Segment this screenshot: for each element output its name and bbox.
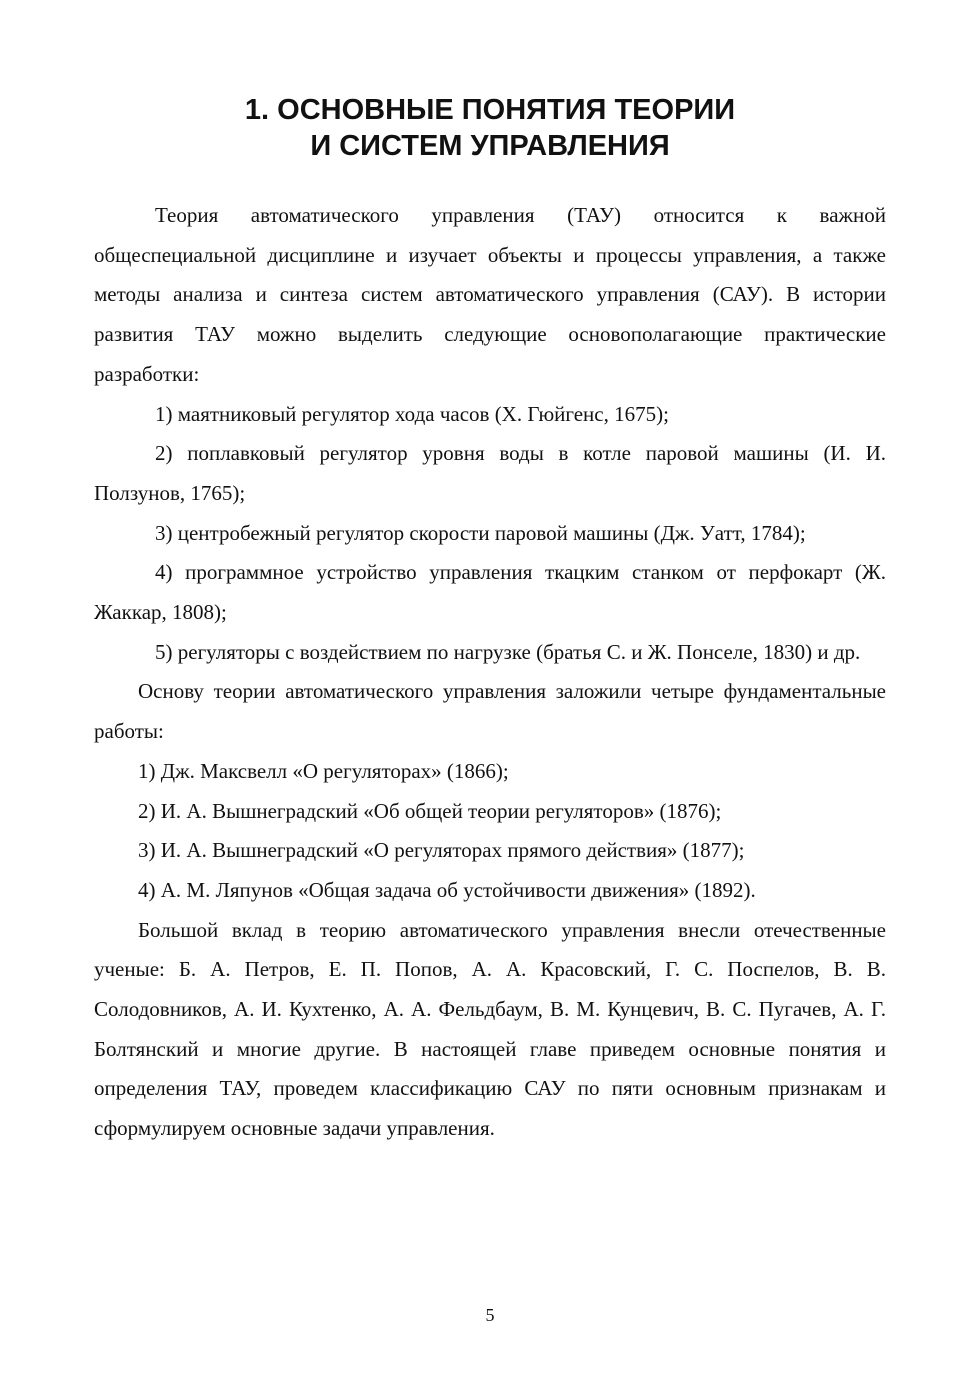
foundational-work-2: 2) И. А. Вышнеградский «Об общей теории регуляторов» (1876); bbox=[138, 798, 722, 823]
development-item-3: 3) центробежный регулятор скорости паровой машины (Дж. Уатт, 1784); bbox=[155, 520, 806, 545]
chapter-title-line-1: 1. ОСНОВНЫЕ ПОНЯТИЯ ТЕОРИИ bbox=[244, 94, 736, 126]
development-item-5: 5) регуляторы с воздействием по нагрузке (братья С. и Ж. Понселе, 1830) и др. bbox=[155, 639, 861, 664]
development-item-1: 1) маятниковый регулятор хода часов (Х. Гюйгенс, 1675); bbox=[155, 401, 669, 426]
development-item-2: 2) поплавковый регулятор уровня воды в котле паровой машины (И. И. Ползунов, 1765); bbox=[94, 441, 886, 505]
chapter-body bbox=[94, 196, 886, 1149]
foundational-work-4: 4) А. М. Ляпунов «Общая задача об устойчивости движения» (1892). bbox=[138, 877, 756, 902]
chapter-title-line-2: И СИСТЕМ УПРАВЛЕНИЯ bbox=[310, 130, 670, 162]
foundations-intro-paragraph: Основу теории автоматического управления заложили четыре фундаментальные работы: bbox=[94, 679, 886, 744]
foundational-work-1: 1) Дж. Максвелл «О регуляторах» (1866); bbox=[138, 758, 509, 783]
chapter-title bbox=[0, 92, 980, 164]
page-number: 5 bbox=[485, 1305, 495, 1325]
development-item-4: 4) программное устройство управления ткацким станком от перфокарт (Ж. Жаккар, 1808); bbox=[94, 560, 886, 625]
foundational-work-3: 3) И. А. Вышнеградский «О регуляторах прямого действия» (1877); bbox=[138, 838, 745, 863]
closing-paragraph: Большой вклад в теорию автоматического управления внесли отечественные ученые: Б. А. Петров, Е. П. Попов, А. А. Красовский, Г. С. Поспелов, В. В. Солодовников, А. И. Кухтенко, А. А. Фельдбаум, В. М. Кунцевич, В. С. Пугачев, А. Г. Болтянский и многие другие. В настоящей главе приведем основные понятия и определения ТАУ, проведем классификацию САУ по пяти основным признакам и сформулируем основные задачи управления. bbox=[94, 917, 886, 1141]
intro-paragraph: Теория автоматического управления (ТАУ) относится к важной общеспециальной дисциплине и изучает объекты и процессы управления, а также методы анализа и синтеза систем автоматического управления (САУ). В истории развития ТАУ можно выделить следующие основополагающие практические разработки: bbox=[94, 203, 886, 386]
